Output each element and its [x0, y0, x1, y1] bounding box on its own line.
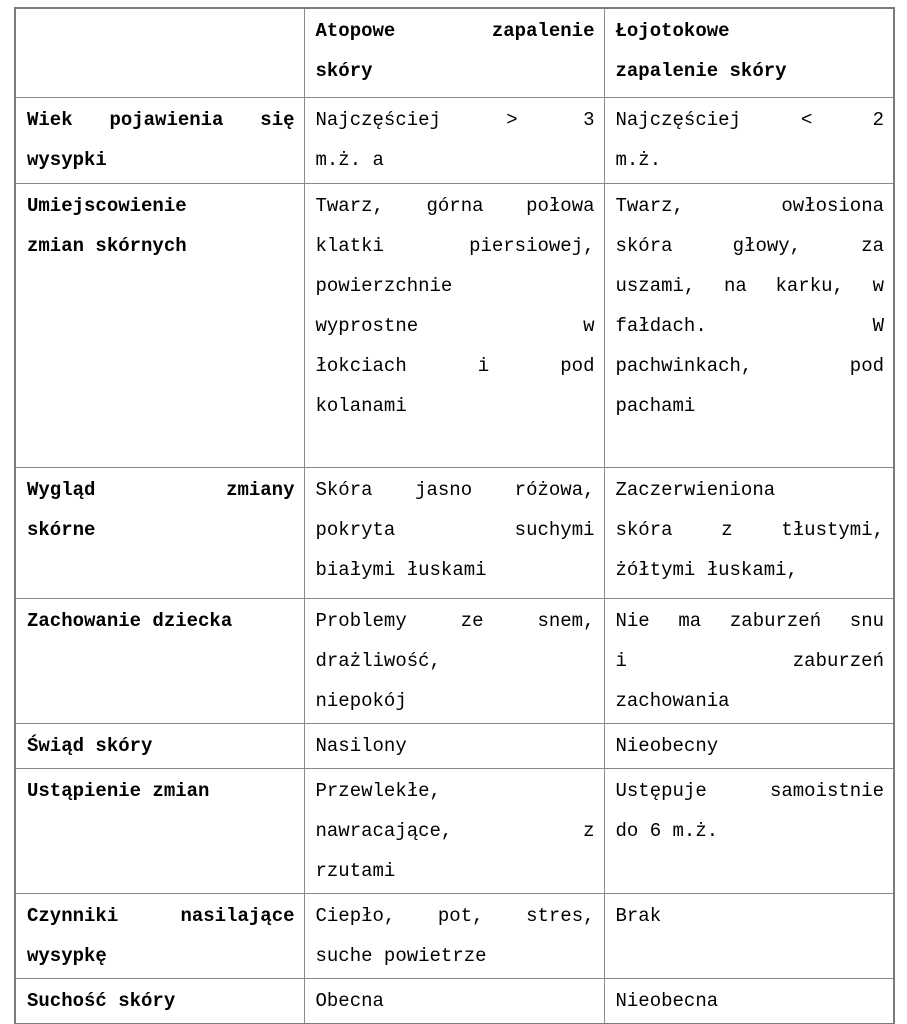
text-line: klatki piersiowej, [315, 234, 595, 257]
row-label-cell [15, 978, 304, 1024]
table-row-umiejscowienie [15, 183, 894, 467]
text-line: Suchość skóry [27, 989, 176, 1012]
table-row-swiad [15, 723, 894, 768]
text-line: Brak [615, 904, 662, 927]
text-line: Zaczerwieniona [615, 478, 776, 501]
text-line: skóry [315, 60, 373, 82]
text-line: Nieobecny [615, 734, 719, 757]
atopowe-cell [304, 467, 604, 598]
text-line: Ustępuje samoistnie [615, 779, 884, 802]
atopowe-cell [304, 183, 604, 467]
row-label-cell [15, 768, 304, 893]
text-line: Obecna [315, 989, 384, 1012]
text-line: zapalenie skóry [615, 60, 787, 82]
text-line: Nieobecna [615, 989, 719, 1012]
text-line: drażliwość, [315, 649, 441, 672]
text-line: i zaburzeń [615, 649, 884, 672]
text-line: do 6 m.ż. [615, 819, 719, 842]
text-line: Umiejscowienie [27, 194, 187, 217]
header-empty-cell [15, 8, 304, 97]
text-line: wysypkę [27, 944, 107, 967]
text-line: rzutami [315, 859, 396, 882]
header-atopowe-cell [304, 8, 604, 97]
text-line: nawracające, z [315, 819, 595, 842]
text-line: Najczęściej > 3 [315, 108, 595, 131]
row-label-cell [15, 723, 304, 768]
row-label-cell [15, 97, 304, 183]
text-line: białymi łuskami [315, 558, 487, 581]
text-line: Łojotokowe [615, 20, 730, 42]
row-label-cell [15, 183, 304, 467]
text-line: Atopowe zapalenie [315, 20, 595, 42]
lojotokowe-cell [604, 723, 894, 768]
lojotokowe-cell [604, 467, 894, 598]
atopowe-cell [304, 768, 604, 893]
text-line: pokryta suchymi [315, 518, 595, 541]
text-line: Zachowanie dziecka [27, 609, 233, 632]
atopowe-cell [304, 978, 604, 1024]
text-line: Problemy ze snem, [315, 609, 595, 632]
header-lojotokowe-cell [604, 8, 894, 97]
text-line: skóra głowy, za [615, 234, 884, 257]
text-line: m.ż. [615, 148, 662, 171]
atopowe-cell [304, 97, 604, 183]
lojotokowe-cell [604, 598, 894, 723]
text-line: pachami [615, 394, 696, 417]
table-row-suchosc [15, 978, 894, 1024]
text-line: Czynniki nasilające [27, 904, 295, 927]
text-line: pachwinkach, pod [615, 354, 884, 377]
text-line: suche powietrze [315, 944, 487, 967]
text-line: m.ż. a [315, 148, 384, 171]
text-line: fałdach. W [615, 314, 884, 337]
text-line: Najczęściej < 2 [615, 108, 884, 131]
text-line: Twarz, owłosiona [615, 194, 884, 217]
text-line: Twarz, górna połowa [315, 194, 595, 217]
text-line: Ustąpienie zmian [27, 779, 210, 802]
text-line: wysypki [27, 148, 107, 171]
text-line: łokciach i pod [315, 354, 595, 377]
text-line: zmian skórnych [27, 234, 187, 257]
text-line: Wygląd zmiany [27, 478, 295, 501]
atopowe-cell [304, 598, 604, 723]
lojotokowe-cell [604, 97, 894, 183]
text-line: Przewlekłe, [315, 779, 441, 802]
row-label-cell [15, 598, 304, 723]
text-line: uszami, na karku, w [615, 274, 884, 297]
table-row-wyglad [15, 467, 894, 598]
dermatitis-comparison-table [14, 7, 895, 1024]
atopowe-cell [304, 893, 604, 978]
table-row-czynniki [15, 893, 894, 978]
text-line: niepokój [315, 689, 407, 712]
lojotokowe-cell [604, 183, 894, 467]
text-line: Wiek pojawienia się [27, 108, 295, 131]
text-line: żółtymi łuskami, [615, 558, 798, 581]
text-line: Nie ma zaburzeń snu [615, 609, 884, 632]
text-line: skórne [27, 518, 96, 541]
text-line: kolanami [315, 394, 407, 417]
lojotokowe-cell [604, 978, 894, 1024]
table-row-zachowanie [15, 598, 894, 723]
text-line: zachowania [615, 689, 730, 712]
atopowe-cell [304, 723, 604, 768]
lojotokowe-cell [604, 893, 894, 978]
table-row-wiek [15, 97, 894, 183]
text-line: Skóra jasno różowa, [315, 478, 595, 501]
lojotokowe-cell [604, 768, 894, 893]
text-line: powierzchnie [315, 274, 453, 297]
text-line: Nasilony [315, 734, 407, 757]
row-label-cell [15, 893, 304, 978]
text-line: Świąd skóry [27, 734, 153, 757]
row-label-cell [15, 467, 304, 598]
text-line: skóra z tłustymi, [615, 518, 884, 541]
table-row-ustapienie [15, 768, 894, 893]
text-line: wyprostne w [315, 314, 595, 337]
text-line: Ciepło, pot, stres, [315, 904, 595, 927]
header-row [15, 8, 894, 97]
